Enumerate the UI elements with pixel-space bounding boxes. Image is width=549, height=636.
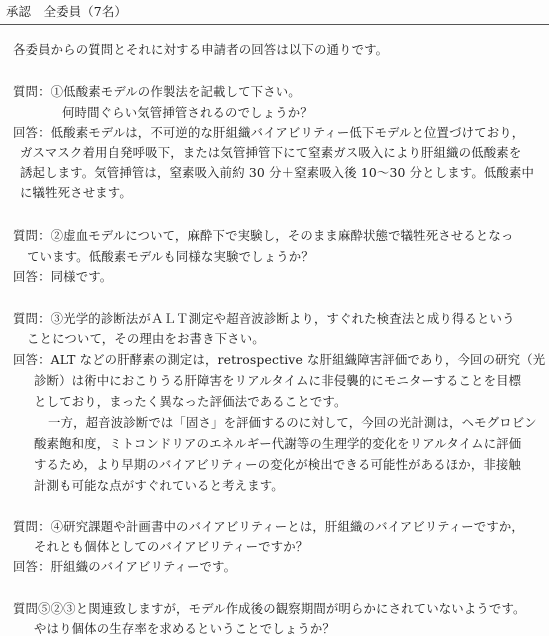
answer-1-line-3: 誘起します。気管挿管は，窒素吸入前約 30 分＋窒素吸入後 10～30 分とします。低酸素中 (20, 165, 535, 180)
question-1-line-1: 質問：①低酸素モデルの作製法を記載して下さい。 (13, 84, 301, 99)
answer-1-line-1: 回答：低酸素モデルは，不可逆的な肝組織バイアビリティー低下モデルと位置づけており， (13, 125, 525, 140)
question-5-line-1: 質問⑤②③と関連致しますが，モデル作成後の観察期間が明らかにされていないようです。 (13, 601, 526, 616)
question-1-line-2: 何時間ぐらい気管挿管されるのでしょうか？ (62, 105, 313, 120)
answer-3-line-7: 計測も可能な点がすぐれていると考えます。 (34, 478, 284, 493)
question-3-line-2: ことについて，その理由をお書き下さい。 (27, 331, 265, 346)
question-5-line-2: やはり個体の生存率を求めるということでしょうか？ (34, 621, 335, 636)
header-divider (0, 24, 549, 25)
intro-text: 各委員からの質問とそれに対する申請者の回答は以下の通りです。 (13, 42, 389, 57)
answer-3-line-3: としており，まったく異なった評価法であることです。 (34, 394, 347, 409)
answer-1-line-2: ガスマスク着用自発呼吸下，または気管挿管下にて窒素ガス吸入により肝組織の低酸素を (20, 145, 522, 160)
question-4-line-1: 質問：④研究課題や計画書中のバイアビリティーとは，肝組織のバイアビリティーですか， (13, 519, 524, 534)
answer-1-line-4: に犠牲死させます。 (20, 185, 132, 200)
header-title: 承認 全委員（7名） (6, 4, 127, 19)
answer-3-line-2: 診断）は術中におこりうる肝障害をリアルタイムに非侵襲的にモニターすることを目標 (34, 373, 522, 388)
question-3-line-1: 質問：③光学的診断法がＡＬＴ測定や超音波診断より，すぐれた検査法と成り得るという (13, 311, 515, 326)
answer-3-line-6: するため，より早期のバイアビリティーの変化が検出できる可能性があるほか，非接触 (34, 457, 521, 472)
answer-3-line-1: 回答：ALT などの肝酵素の測定は，retrospective な肝組織障害評価であり，今回の研究（光 (13, 352, 546, 367)
answer-3-line-5: 酸素飽和度，ミトコンドリアのエネルギー代謝等の生理学的変化をリアルタイムに評価 (34, 436, 522, 451)
question-4-line-2: それとも個体としてのバイアビリティーですか？ (34, 539, 309, 554)
answer-2-line-1: 回答：同様です。 (13, 269, 113, 284)
question-2-line-2: ています。低酸素モデルも同様な実験でしょうか？ (27, 249, 314, 264)
answer-3-line-4: 一方，超音波診断では「固さ」を評価するのに対して，今回の光計測は，ヘモグロビン (48, 415, 537, 430)
answer-4-line-1: 回答：肝組織のバイアビリティーです。 (13, 559, 237, 574)
question-2-line-1: 質問：②虚血モデルについて，麻酔下で実験し，そのまま麻酔状態で犠牲死させるとなっ (13, 228, 514, 243)
